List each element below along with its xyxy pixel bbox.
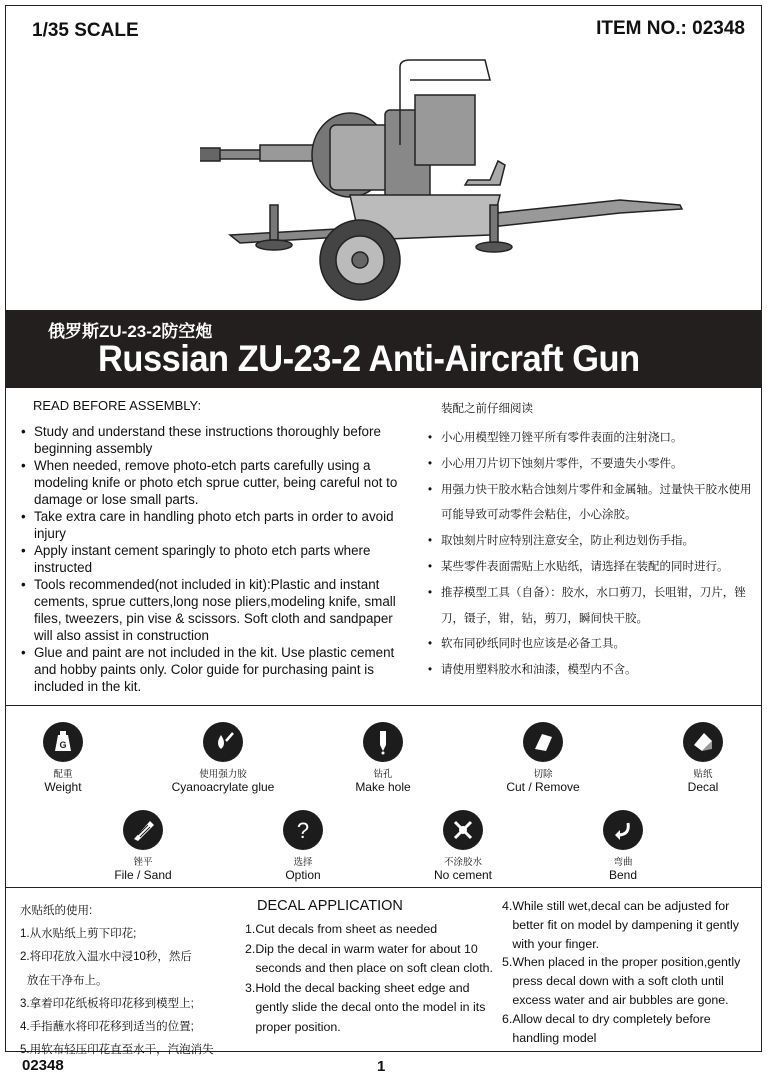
list-item: • 请使用塑料胶水和油漆，模型内不含。	[428, 658, 753, 684]
list-item: 4.手指蘸水将印花移到适当的位置;	[20, 1021, 194, 1034]
list-item: 1.从水贴纸上剪下印花;	[20, 928, 137, 941]
read-before-heading: READ BEFORE ASSEMBLY:	[33, 398, 202, 413]
list-item: • Study and understand these instructions thoroughly before beginning assembly	[20, 423, 415, 457]
read-before-list	[20, 423, 415, 695]
list-item: • Tools recommended(not included in kit):Plastic and instant cements, sprue cutters,long nose pliers,modeling knife, small files, tweezers, pin vise & scissors. Soft cloth and sandpaper will also assist in construction	[20, 576, 415, 644]
legend-decal: 贴纸 Decal	[633, 722, 767, 794]
list-item: 2.Dip the decal in warm water for about 10	[245, 941, 478, 956]
weight-icon	[43, 722, 83, 762]
glue-drop-icon	[203, 722, 243, 762]
list-item: • Take extra care in handling photo etch parts in order to avoid injury	[20, 508, 415, 542]
anti-aircraft-gun-illustration	[200, 55, 690, 305]
list-item: • Glue and paint are not included in the kit. Use plastic cement and hobby paints only. Color guide for purchasing paint is included in the kit.	[20, 644, 415, 695]
title-chinese: 俄罗斯ZU-23-2防空炮	[48, 322, 213, 341]
list-item: handling model	[502, 1030, 597, 1045]
list-item: 3.拿着印花纸板将印花移到模型上;	[20, 997, 194, 1010]
list-item: press decal down with a soft cloth until	[502, 974, 724, 989]
cut-icon	[523, 722, 563, 762]
question-icon	[283, 810, 323, 850]
list-item: with your finger.	[502, 936, 600, 951]
list-item: • 某些零件表面需贴上水贴纸，请选择在装配的同时进行。	[428, 555, 753, 581]
list-item: • 取蚀刻片时应特别注意安全，防止利边划伤手指。	[428, 529, 753, 555]
list-item: proper position.	[245, 1019, 341, 1034]
scale-label: 1/35 SCALE	[32, 20, 139, 41]
legend-file: 锉平 File / Sand	[73, 810, 213, 882]
list-item: 3.Hold the decal backing sheet edge and	[245, 980, 470, 995]
list-item: gently slide the decal onto the model in its	[245, 1000, 486, 1015]
divider	[6, 887, 761, 888]
list-item: excess water and air bubbles are gone.	[502, 992, 729, 1007]
svg-text:?: ?	[296, 818, 310, 843]
list-item: 2.将印花放入温水中浸10秒，然后	[20, 951, 192, 964]
divider	[6, 705, 761, 706]
legend-bend: 弯曲 Bend	[553, 810, 693, 882]
list-item: 5.When placed in the proper position,gently	[502, 955, 741, 970]
legend-drill: 钻孔 Make hole	[313, 722, 453, 794]
decal-icon	[683, 722, 723, 762]
list-item: • Apply instant cement sparingly to photo etch parts where instructed	[20, 542, 415, 576]
decal-cn-heading: 水贴纸的使用:	[20, 905, 93, 917]
list-item: • 推荐模型工具（自备）：胶水，水口剪刀，长咀钳，刀片，锉刀，镊子，钳，钻，剪刀，瞬间快干胶。	[428, 581, 753, 633]
decal-en-list-right	[502, 897, 757, 1047]
list-item: 1.Cut decals from sheet as needed	[245, 922, 438, 936]
legend-option: ? 选择 Option	[233, 810, 373, 882]
no-cement-icon	[443, 810, 483, 850]
bend-icon	[603, 810, 643, 850]
list-item: 5.用软布轻压印花直至水干，汽泡消失	[20, 1044, 214, 1057]
item-number: ITEM NO.: 02348	[596, 18, 745, 39]
svg-text:G: G	[59, 740, 67, 750]
list-item: better fit on model by dampening it gently	[502, 917, 739, 932]
drill-icon	[363, 722, 403, 762]
list-item: seconds and then place on soft clean cloth.	[245, 961, 493, 976]
list-item: 4.While still wet,decal can be adjusted for	[502, 899, 730, 913]
legend-weight: G 配重 Weight	[0, 722, 133, 794]
read-before-cn-list	[428, 426, 753, 684]
list-item: • 小心用刀片切下蚀刻片零件，不要遗失小零件。	[428, 452, 753, 478]
footer-item-number: 02348	[22, 1057, 64, 1074]
decal-en-list-mid	[245, 920, 505, 1038]
title-banner	[6, 310, 761, 388]
list-item: • When needed, remove photo-etch parts carefully using a modeling knife or photo etch sprue cutter, being careful not to damage or lose small parts.	[20, 457, 415, 508]
list-item: 放在干净布上。	[27, 974, 108, 987]
list-item: 6.Allow decal to dry completely before	[502, 1011, 711, 1026]
legend-no-cement: 不涂胶水 No cement	[393, 810, 533, 882]
read-before-cn-heading: 装配之前仔细阅读	[441, 403, 533, 415]
decal-application-heading: DECAL APPLICATION	[257, 898, 403, 914]
decal-cn-list	[20, 900, 240, 1062]
legend-glue: 使用强力胶 Cyanoacrylate glue	[153, 722, 293, 794]
title-english: Russian ZU-23-2 Anti-Aircraft Gun	[98, 338, 640, 379]
legend-cut: 切除 Cut / Remove	[473, 722, 613, 794]
page-number: 1	[377, 1058, 386, 1075]
list-item: • 用强力快干胶水粘合蚀刻片零件和金属轴。过量快干胶水使用可能导致可动零件会粘住，小心涂胶。	[428, 478, 753, 530]
list-item: • 软布同砂纸同时也应该是必备工具。	[428, 632, 753, 658]
file-icon	[123, 810, 163, 850]
list-item: • 小心用模型锉刀锉平所有零件表面的注射浇口。	[428, 426, 753, 452]
